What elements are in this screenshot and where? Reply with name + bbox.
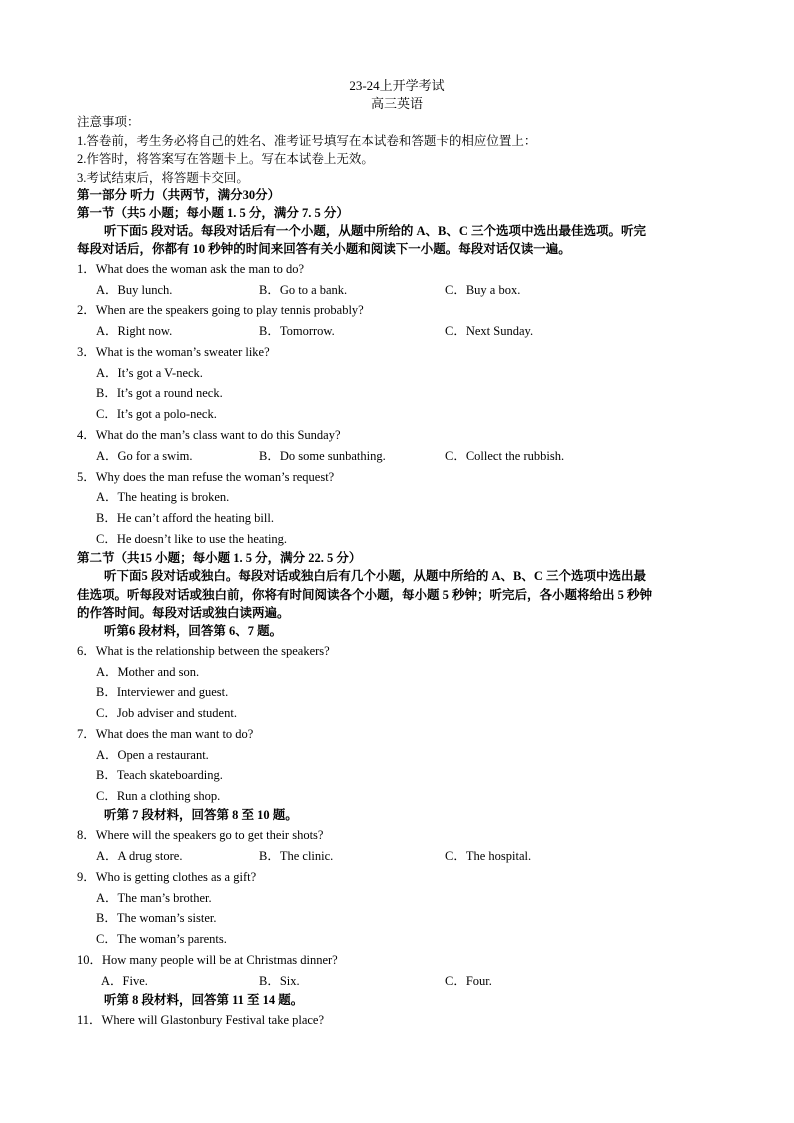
question-8-option-b: B．The clinic. [259, 849, 334, 863]
question-10-stem: 10．How many people will be at Christmas dinner? [77, 953, 338, 967]
question-10-option-a: A．Five. [101, 974, 148, 988]
question-9-stem: 9．Who is getting clothes as a gift? [77, 870, 257, 884]
question-2-option-a: A．Right now. [96, 324, 173, 338]
section2-instruction-line1: 听下面5 段对话或独白。每段对话或独白后有几个小题，从题中所给的 A、B、C 三个选项中选出最 [104, 569, 647, 583]
question-1-option-c: C．Buy a box. [445, 283, 521, 297]
question-4-stem: 4．What do the man’s class want to do this Sunday? [77, 428, 341, 442]
question-9-option-b: B．The woman’s sister. [96, 911, 217, 925]
question-3-option-c: C．It’s got a polo-neck. [96, 407, 217, 421]
question-2-stem: 2．When are the speakers going to play tennis probably? [77, 303, 364, 317]
section2-instruction-line2: 佳选项。听每段对话或独白前，你将有时间阅读各个小题，每小题 5 秒钟；听完后，各小题将给出 5 秒钟 [77, 588, 653, 602]
question-1-stem: 1．What does the woman ask the man to do? [77, 262, 305, 276]
question-5-option-a: A．The heating is broken. [96, 490, 230, 504]
notice-heading: 注意事项： [77, 115, 140, 129]
question-2-option-c: C．Next Sunday. [445, 324, 534, 338]
exam-title: 23-24上开学考试 [349, 78, 445, 93]
question-7-option-b: B．Teach skateboarding. [96, 768, 223, 782]
question-8-option-c: C．The hospital. [445, 849, 532, 863]
section1-instruction-line1: 听下面5 段对话。每段对话后有一个小题，从题中所给的 A、B、C 三个选项中选出最佳选项。听完 [104, 224, 647, 238]
question-3-option-a: A．It’s got a V-neck. [96, 366, 203, 380]
question-6-stem: 6．What is the relationship between the speakers? [77, 644, 330, 658]
question-5-option-b: B．He can’t afford the heating bill. [96, 511, 274, 525]
question-6-option-a: A．Mother and son. [96, 665, 200, 679]
question-4-option-c: C．Collect the rubbish. [445, 449, 565, 463]
notice-item-1: 1.答卷前，考生务必将自己的姓名、准考证号填写在本试卷和答题卡的相应位置上： [77, 134, 537, 148]
question-4-option-a: A．Go for a swim. [96, 449, 193, 463]
question-9-option-a: A．The man’s brother. [96, 891, 212, 905]
question-5-stem: 5．Why does the man refuse the woman’s request? [77, 470, 335, 484]
question-11-stem: 11．Where will Glastonbury Festival take place? [77, 1013, 325, 1027]
question-9-option-c: C．The woman’s parents. [96, 932, 227, 946]
question-8-option-a: A．A drug store. [96, 849, 183, 863]
question-3-option-b: B．It’s got a round neck. [96, 386, 223, 400]
question-7-option-a: A．Open a restaurant. [96, 748, 209, 762]
material-6-heading: 听第6 段材料，回答第 6、7 题。 [104, 624, 283, 638]
question-3-stem: 3．What is the woman’s sweater like? [77, 345, 270, 359]
question-1-option-a: A．Buy lunch. [96, 283, 173, 297]
question-10-option-c: C．Four. [445, 974, 492, 988]
question-10-option-b: B．Six. [259, 974, 300, 988]
section2-heading: 第二节（共15 小题；每小题 1. 5 分，满分 22. 5 分） [77, 551, 362, 565]
question-5-option-c: C．He doesn’t like to use the heating. [96, 532, 288, 546]
question-6-option-c: C．Job adviser and student. [96, 706, 237, 720]
question-7-option-c: C．Run a clothing shop. [96, 789, 221, 803]
question-2-option-b: B．Tomorrow. [259, 324, 335, 338]
exam-subject: 高三英语 [370, 96, 423, 111]
question-8-stem: 8．Where will the speakers go to get their shots? [77, 828, 324, 842]
part1-heading: 第一部分 听力（共两节，满分30分） [77, 188, 281, 202]
question-6-option-b: B．Interviewer and guest. [96, 685, 229, 699]
material-7-heading: 听第 7 段材料，回答第 8 至 10 题。 [104, 808, 298, 822]
material-8-heading: 听第 8 段材料，回答第 11 至 14 题。 [104, 993, 304, 1007]
question-7-stem: 7．What does the man want to do? [77, 727, 254, 741]
section1-heading: 第一节（共5 小题；每小题 1. 5 分，满分 7. 5 分） [77, 206, 349, 220]
section2-instruction-line3: 的作答时间。每段对话或独白读两遍。 [77, 606, 290, 620]
question-4-option-b: B．Do some sunbathing. [259, 449, 386, 463]
notice-item-3: 3.考试结束后，将答题卡交回。 [77, 171, 249, 185]
question-1-option-b: B．Go to a bank. [259, 283, 348, 297]
section1-instruction-line2: 每段对话后，你都有 10 秒钟的时间来回答有关小题和阅读下一小题。每段对话仅读一遍。 [77, 242, 571, 256]
notice-item-2: 2.作答时，将答案写在答题卡上。写在本试卷上无效。 [77, 152, 374, 166]
